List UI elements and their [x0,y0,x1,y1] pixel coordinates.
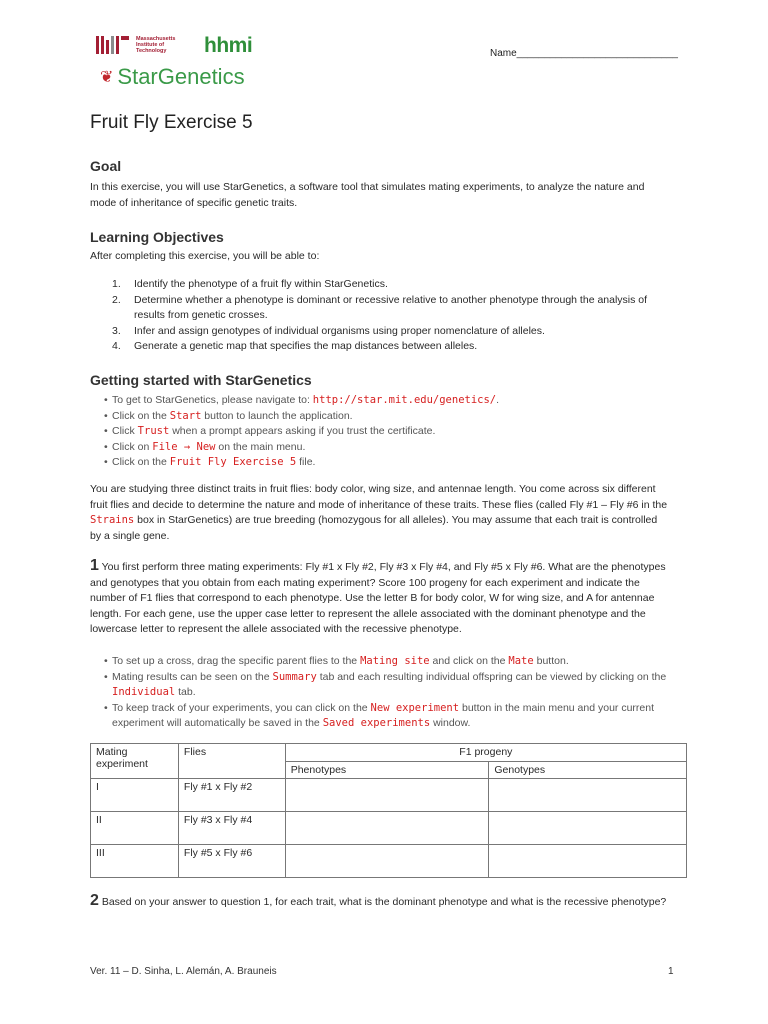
flies-cell: Fly #5 x Fly #6 [178,845,285,878]
instruction-item: • Click Trust when a prompt appears asking if you trust the certificate. [104,424,674,440]
flies-cell: Fly #1 x Fly #2 [178,779,285,812]
header-mating-experiment: Mating experiment [91,744,179,779]
experiment-cell: III [91,845,179,878]
genotypes-cell[interactable] [489,812,687,845]
mit-logo [96,36,175,54]
objectives-intro: After completing this exercise, you will be able to: [90,250,320,262]
objectives-heading: Learning Objectives [90,229,224,245]
stargenetics-link[interactable]: http://star.mit.edu/genetics/ [312,394,497,406]
genotypes-cell[interactable] [489,779,687,812]
hhmi-logo: hhmi [204,34,253,57]
question-1-hints [104,654,674,732]
objective-item: 4. Generate a genetic map that specifies the map distances between alleles. [112,340,478,352]
experiment-cell: I [91,779,179,812]
getting-started-list [104,393,674,471]
question-1-number: 1 [90,557,99,574]
header-f1-progeny: F1 progeny [285,744,686,762]
question-2: 2 Based on your answer to question 1, for each trait, what is the dominant phenotype and what is the recessive phenotype? [90,892,667,909]
phenotypes-cell[interactable] [285,845,489,878]
objective-item: 3. Infer and assign genotypes of individual organisms using proper nomenclature of alleles. [112,324,545,337]
results-table [90,743,687,878]
page-title: Fruit Fly Exercise 5 [90,112,253,133]
instruction-item: • Click on File → New on the main menu. [104,440,674,456]
mit-logo-mark [96,36,129,54]
hint-item: • To keep track of your experiments, you can click on the New experiment button in the main menu and your current experiment will automatically be saved in the Saved experiments window. [104,701,674,732]
genotypes-cell[interactable] [489,845,687,878]
header-genotypes: Genotypes [489,762,687,779]
header-flies: Flies [178,744,285,779]
experiment-cell: II [91,812,179,845]
instruction-item: • To get to StarGenetics, please navigate to: http://star.mit.edu/genetics/. [104,393,674,409]
flies-cell: Fly #3 x Fly #4 [178,812,285,845]
question-1: 1 You first perform three mating experiments: Fly #1 x Fly #2, Fly #3 x Fly #4, and Fly #5 x Fly #6. What are the phenotypes and genotypes that you obtain from each mating experiment? Score 100 progeny for each experiment and indicate the number of F1 flies that correspond to each phenotype. Use the letter B for body color, W for wing size, and A for antennae length. For each gene, use the upper case letter to represent the allele associated with the dominant phenotype and the lowercase letter to represent the allele associated with the recessive phenotype. [90,557,666,635]
goal-text: In this exercise, you will use StarGenetics, a software tool that simulates mating experiments, to analyze the nature and mode of inheritance of specific genetic traits. [90,181,645,209]
header-phenotypes: Phenotypes [285,762,489,779]
objective-item: 1. Identify the phenotype of a fruit fly within StarGenetics. [112,278,388,290]
table-row [91,845,687,878]
name-field: Name_____________________________ [490,48,678,59]
hint-item: • To set up a cross, drag the specific parent flies to the Mating site and click on the Mate button. [104,654,674,670]
phenotypes-cell[interactable] [285,812,489,845]
leaf-icon: ❦ [100,69,114,86]
stargenetics-logo [100,64,245,90]
footer-version: Ver. 11 – D. Sinha, L. Alemán, A. Brauneis [90,966,277,977]
instruction-item: • Click on the Fruit Fly Exercise 5 file. [104,455,674,471]
objectives-list [112,277,672,355]
objective-item: 2. Determine whether a phenotype is dominant or recessive relative to another phenotype through the analysis of results from genetic crosses. [112,293,648,321]
table-row [91,779,687,812]
goal-heading: Goal [90,158,122,174]
hint-item: • Mating results can be seen on the Summary tab and each resulting individual offspring can be viewed by clicking on the Individual tab. [104,670,674,701]
question-2-number: 2 [90,892,99,909]
stargenetics-logo-text: StarGenetics [117,64,245,89]
page-number: 1 [668,966,674,977]
phenotypes-cell[interactable] [285,779,489,812]
instruction-item: • Click on the Start button to launch the application. [104,409,674,425]
mit-logo-text: Massachusetts Institute of Technology [136,36,176,54]
getting-started-heading: Getting started with StarGenetics [90,372,312,388]
intro-paragraph: You are studying three distinct traits in fruit flies: body color, wing size, and antennae length. You come across six different fruit flies and decide to determine the nature and mode of inheritance of these traits. These flies (called Fly #1 – Fly #6 in the Strains box in StarGenetics) are true breeding (homozygous for all alleles). You may assume that each trait is controlled by a single gene. [90,483,668,542]
table-row [91,812,687,845]
